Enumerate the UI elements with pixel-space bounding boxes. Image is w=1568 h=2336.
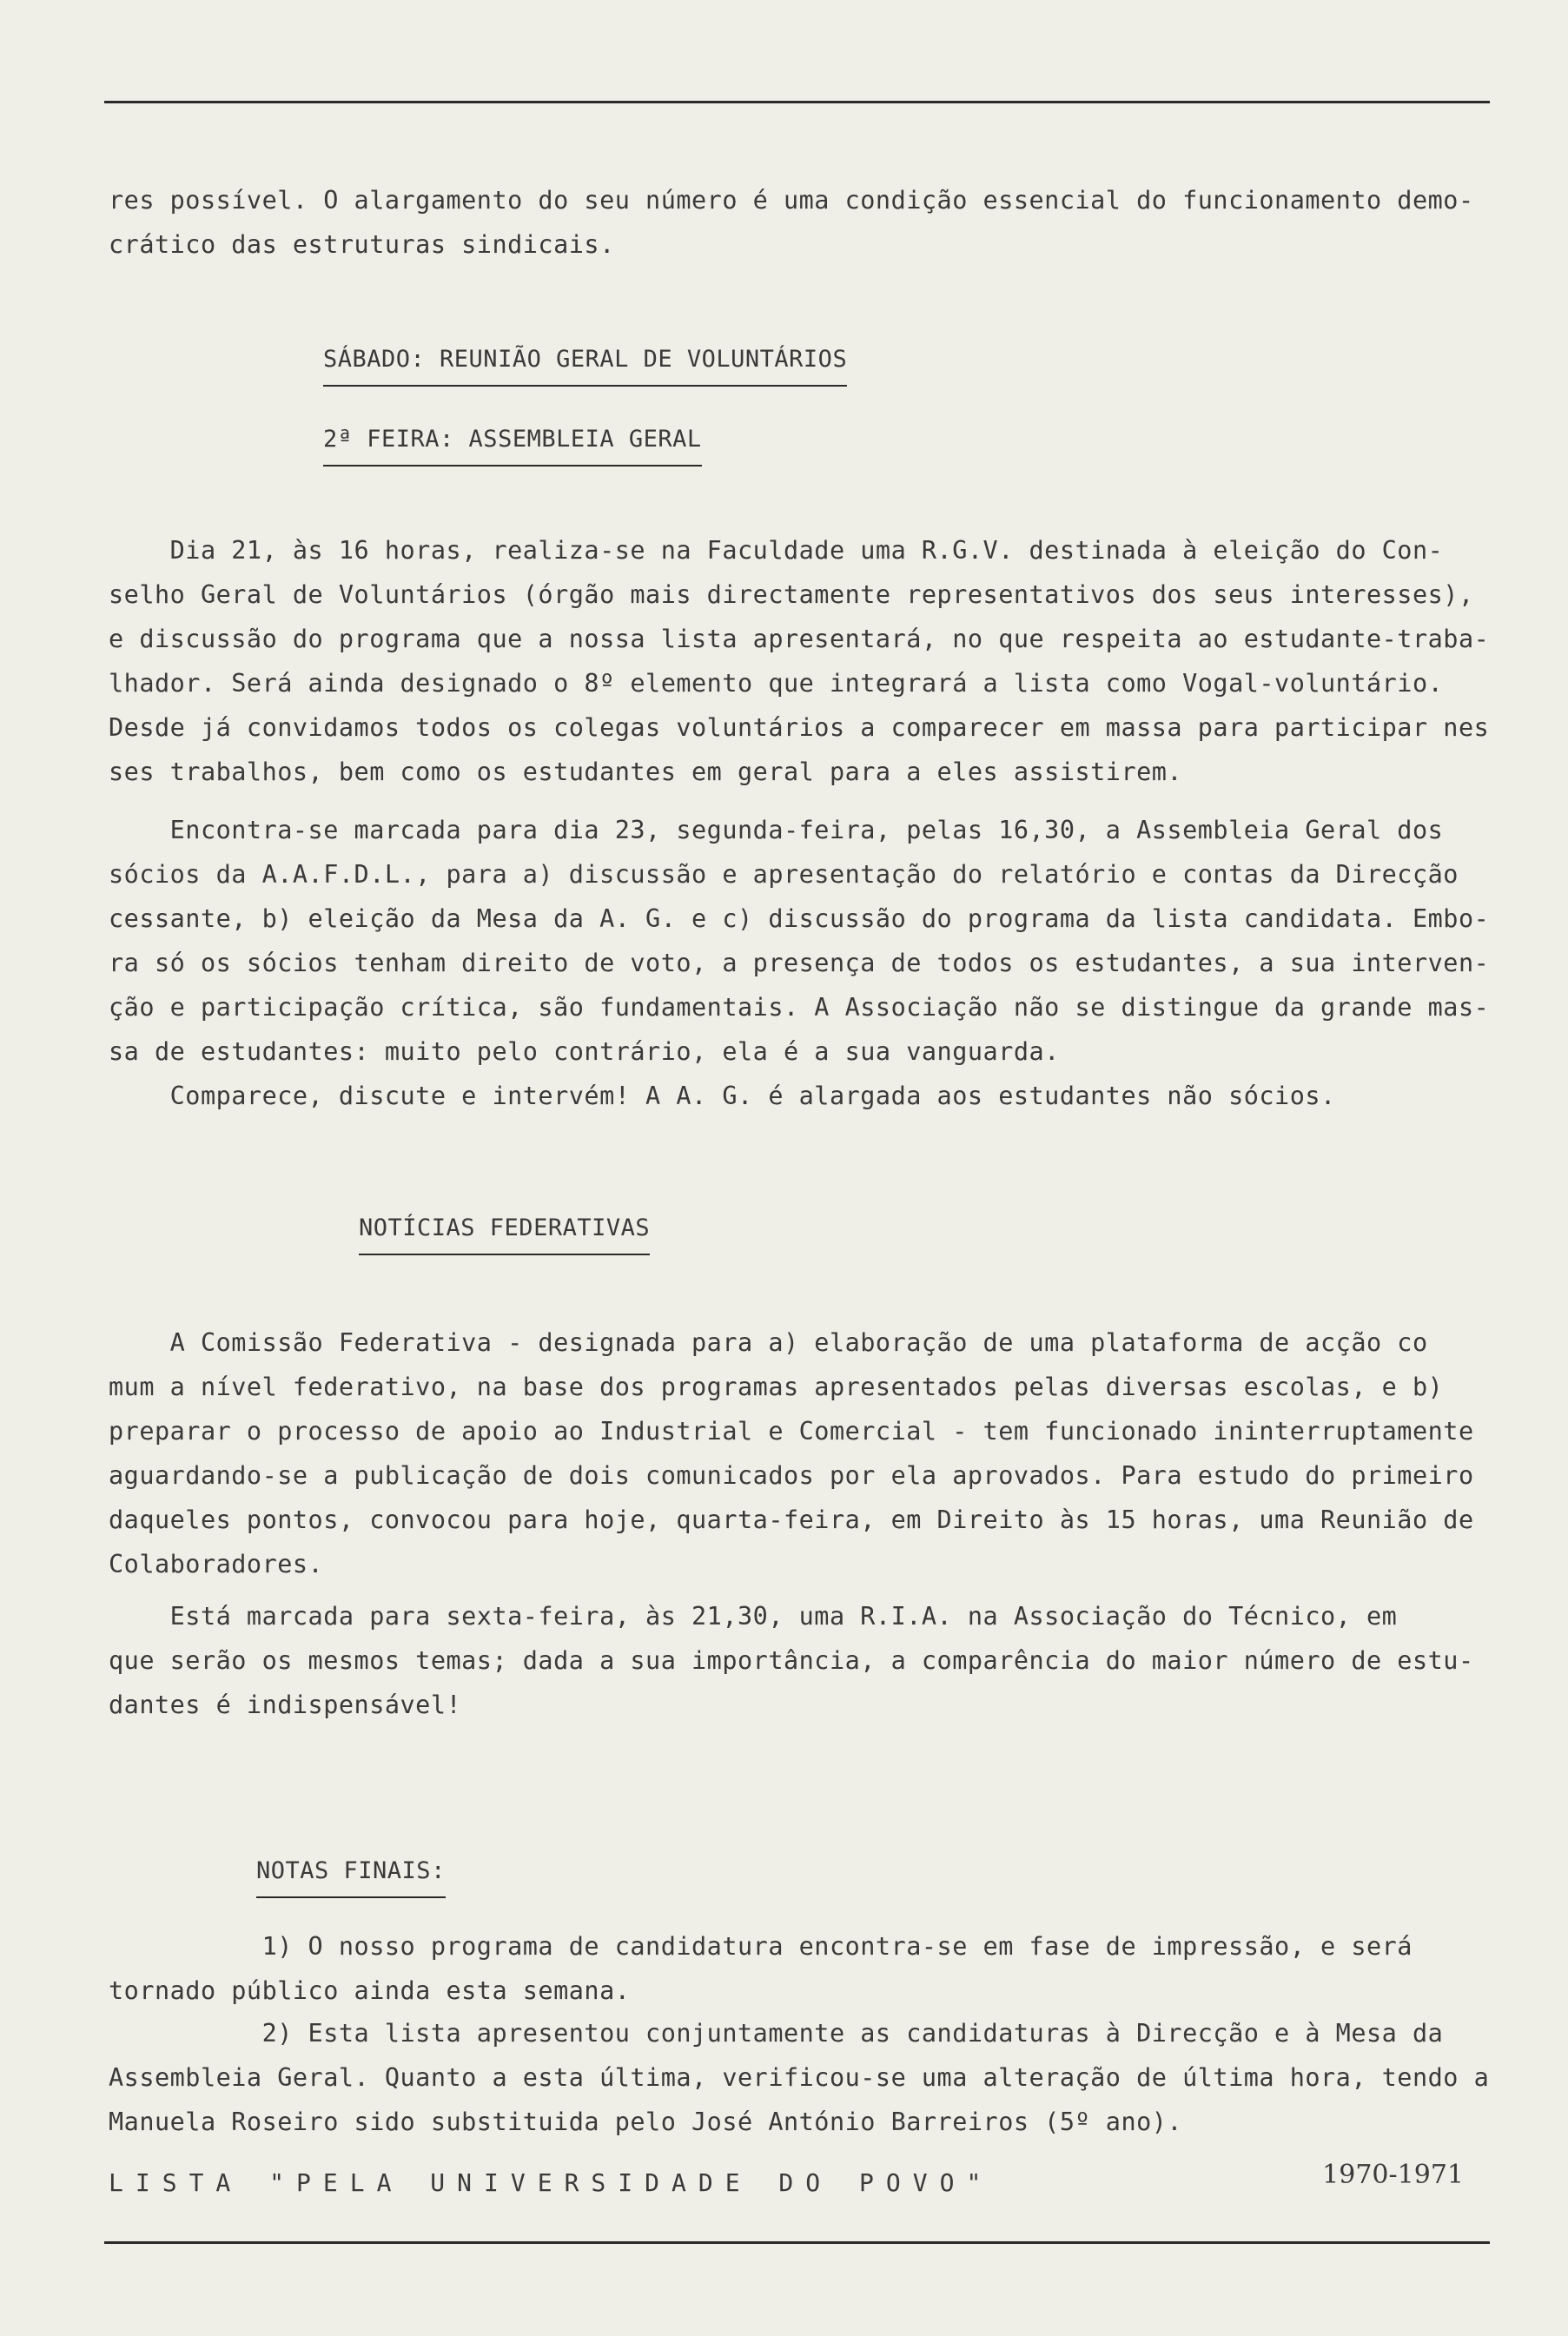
text-line: Comparece, discute e intervém! A A. G. é alargada aos estudantes não sócios.: [109, 1082, 1336, 1110]
text-line: selho Geral de Voluntários (órgão mais directamente representativos dos seus interesses),: [109, 580, 1474, 609]
text-line: Colaboradores.: [109, 1550, 324, 1578]
text-line: crático das estruturas sindicais.: [109, 230, 615, 259]
text-line: daqueles pontos, convocou para hoje, quarta-feira, em Direito às 15 horas, uma Reunião de: [109, 1505, 1474, 1534]
heading-sabado: SÁBADO: REUNIÃO GERAL DE VOLUNTÁRIOS: [323, 346, 847, 387]
text-line: aguardando-se a publicação de dois comunicados por ela aprovados. Para estudo do primeiro: [109, 1461, 1474, 1490]
text-line: 1) O nosso programa de candidatura encontra-se em fase de impressão, e será: [109, 1932, 1413, 1961]
heading-noticias: NOTÍCIAS FEDERATIVAS: [359, 1214, 650, 1255]
text-line: mum a nível federativo, na base dos programas apresentados pelas diversas escolas, e b): [109, 1373, 1444, 1401]
text-line: cessante, b) eleição da Mesa da A. G. e c) discussão do programa da lista candidata. Embo-: [109, 904, 1490, 933]
paragraph-assembleia: [109, 808, 1490, 1118]
footer-list-name: LISTA "PELA UNIVERSIDADE DO POVO": [109, 2168, 994, 2197]
heading-feira: 2ª FEIRA: ASSEMBLEIA GERAL: [323, 426, 702, 467]
paragraph-comissao: [109, 1320, 1490, 1586]
nota-1: [109, 1924, 1490, 2013]
text-line: ses trabalhos, bem como os estudantes em geral para a eles assistirem.: [109, 758, 1183, 786]
paragraph-ria: [109, 1594, 1490, 1727]
text-line: preparar o processo de apoio ao Industrial e Comercial - tem funcionado ininterruptamente: [109, 1417, 1474, 1446]
text-line: A Comissão Federativa - designada para a) elaboração de uma plataforma de acção co: [109, 1328, 1428, 1357]
text-line: Manuela Roseiro sido substituida pelo José António Barreiros (5º ano).: [109, 2108, 1183, 2136]
text-line: tornado público ainda esta semana.: [109, 1976, 631, 2005]
text-line: e discussão do programa que a nossa lista apresentará, no que respeita ao estudante-traba-: [109, 625, 1490, 653]
text-line: Dia 21, às 16 horas, realiza-se na Faculdade uma R.G.V. destinada à eleição do Con-: [109, 536, 1444, 565]
footer-year: 1970-1971: [1322, 2160, 1464, 2190]
text-line: lhador. Será ainda designado o 8º elemento que integrará a lista como Vogal-voluntário.: [109, 669, 1444, 698]
paragraph-rgv: [109, 528, 1490, 794]
text-line: Desde já convidamos todos os colegas voluntários a comparecer em massa para participar nes: [109, 713, 1490, 742]
text-line: sa de estudantes: muito pelo contrário, ela é a sua vanguarda.: [109, 1037, 1060, 1066]
text-line: sócios da A.A.F.D.L., para a) discussão e apresentação do relatório e contas da Direcção: [109, 860, 1459, 889]
text-line: Encontra-se marcada para dia 23, segunda-feira, pelas 16,30, a Assembleia Geral dos: [109, 816, 1444, 844]
heading-notas: NOTAS FINAIS:: [256, 1857, 446, 1898]
text-line: 2) Esta lista apresentou conjuntamente as candidaturas à Direcção e à Mesa da: [109, 2019, 1444, 2048]
text-line: Está marcada para sexta-feira, às 21,30, uma R.I.A. na Associação do Técnico, em: [109, 1602, 1398, 1631]
text-line: res possível. O alargamento do seu número é uma condição essencial do funcionamento demo-: [109, 186, 1474, 215]
text-line: dantes é indispensável!: [109, 1691, 462, 1719]
top-rule: [104, 101, 1490, 103]
text-line: ra só os sócios tenham direito de voto, a presença de todos os estudantes, a sua interven-: [109, 949, 1490, 977]
bottom-rule: [104, 2241, 1490, 2244]
text-line: ção e participação crítica, são fundamentais. A Associação não se distingue da grande mas-: [109, 993, 1490, 1022]
nota-2: [109, 2011, 1490, 2144]
intro-paragraph: [109, 178, 1490, 267]
text-line: que serão os mesmos temas; dada a sua importância, a comparência do maior número de estu-: [109, 1646, 1474, 1675]
text-line: Assembleia Geral. Quanto a esta última, verificou-se uma alteração de última hora, tendo a: [109, 2063, 1490, 2092]
